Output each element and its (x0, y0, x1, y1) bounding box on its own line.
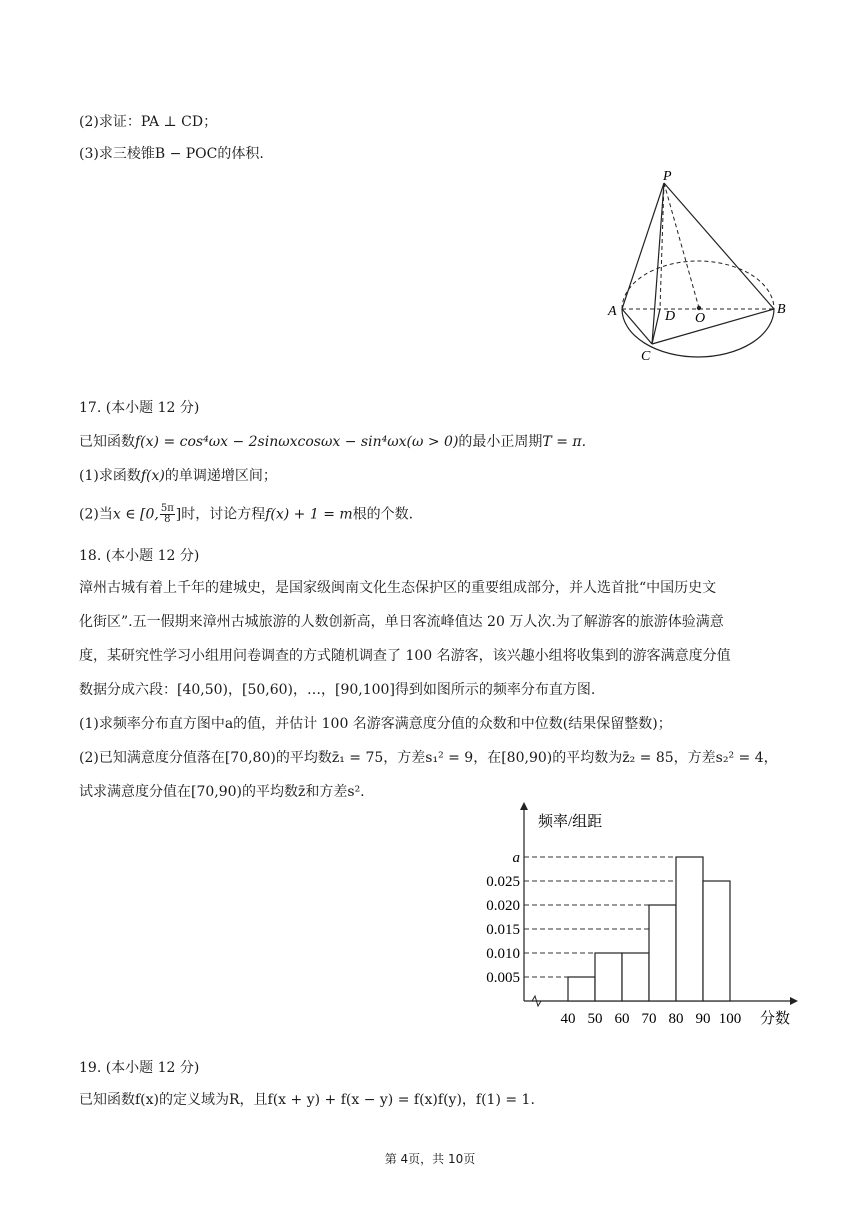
bar-50-60 (595, 953, 622, 1001)
x-tick-label: 90 (695, 1011, 711, 1027)
x-tick-label: 50 (587, 1011, 603, 1027)
bar-80-90 (676, 857, 703, 1001)
x-tick-label: 80 (668, 1011, 684, 1027)
bar-60-70 (622, 953, 649, 1001)
q18-para-line-1: 漳州古城有着上千年的建城史，是国家级闽南文化生态保护区的重要组成部分，并人选首批“中国历史文 (79, 580, 717, 596)
q19-stem: 已知函数f(x)的定义域为R，且f(x + y) + f(x − y) = f(x)f(y)，f(1) = 1. (79, 1092, 535, 1108)
label-B: B (777, 302, 786, 317)
y-tick-label: 0.010 (486, 946, 520, 962)
fraction-5pi-over-8: $\frac{5\pi}{8}$ (160, 503, 174, 525)
page-footer: 第 4页，共 10页 (384, 1152, 476, 1166)
q16-part2: (2)求证：PA ⊥ CD； (79, 114, 218, 130)
x-tick-label: 60 (614, 1011, 630, 1027)
y-tick-label: 0.015 (486, 922, 520, 938)
x-axis-title: 分数 (760, 1011, 791, 1027)
q18-part2-line-1: (2)已知满意度分值落在[70,80)的平均数z̄₁ = 75，方差s₁² = 9，在[80,90)的平均数为z̄₂ = 85，方差s₂² = 4， (79, 750, 778, 766)
label-D: D (665, 309, 676, 324)
q17-part1: (1)求函数f(x)的单调递增区间； (79, 468, 277, 484)
label-A: A (608, 304, 617, 319)
y-tick-label: 0.025 (486, 874, 520, 890)
x-tick-label: 70 (641, 1011, 657, 1027)
label-C: C (641, 349, 651, 364)
q18-para-line-3: 度，某研究性学习小组用问卷调查的方式随机调查了 100 名游客，该兴趣小组将收集到的游客满意度分值 (79, 648, 731, 664)
x-axis-arrow (790, 997, 798, 1005)
q18-part2-line-2: 试求满意度分值在[70,90)的平均数z̄和方差s². (79, 784, 365, 800)
label-O: O (695, 311, 706, 326)
q19-header: 19. (本小题 12 分) (79, 1060, 200, 1076)
cone-figure (600, 165, 800, 370)
bar-40-50 (568, 977, 595, 1001)
y-axis-title: 频率/组距 (538, 814, 603, 830)
y-tick-label: a (512, 850, 520, 866)
q18-para-line-4: 数据分成六段：[40,50)，[50,60)，…，[90,100]得到如图所示的频率分布直方图. (79, 682, 596, 698)
q18-para-line-2: 化街区”.五一假期来漳州古城旅游的人数创新高，单日客流峰值达 20 万人次.为了解游客的旅游体验满意 (79, 614, 724, 630)
label-P: P (663, 169, 672, 184)
q17-stem: 已知函数f(x) = cos⁴ωx − 2sinωxcosωx − sin⁴ωx(ω > 0)的最小正周期T = π. (79, 434, 587, 450)
x-tick-label: 40 (560, 1011, 576, 1027)
q17-header: 17. (本小题 12 分) (79, 400, 200, 416)
y-tick-label: 0.005 (486, 970, 520, 986)
bar-70-80 (649, 905, 676, 1001)
q18-header: 18. (本小题 12 分) (79, 548, 200, 564)
x-tick-label: 100 (718, 1011, 742, 1027)
bar-90-100 (703, 881, 730, 1001)
q17-part2: (2)当x ∈ [0, $\frac{5\pi}{8}$ ]时，讨论方程f(x) + 1 = m根的个数. (79, 503, 414, 525)
frequency-histogram (470, 800, 800, 1030)
y-tick-label: 0.020 (486, 898, 520, 914)
q18-part1: (1)求频率分布直方图中a的值，并估计 100 名游客满意度分值的众数和中位数(结果保留整数)； (79, 716, 672, 732)
q16-part3: (3)求三棱锥B − POC的体积. (79, 146, 264, 162)
y-axis-arrow (520, 802, 528, 810)
